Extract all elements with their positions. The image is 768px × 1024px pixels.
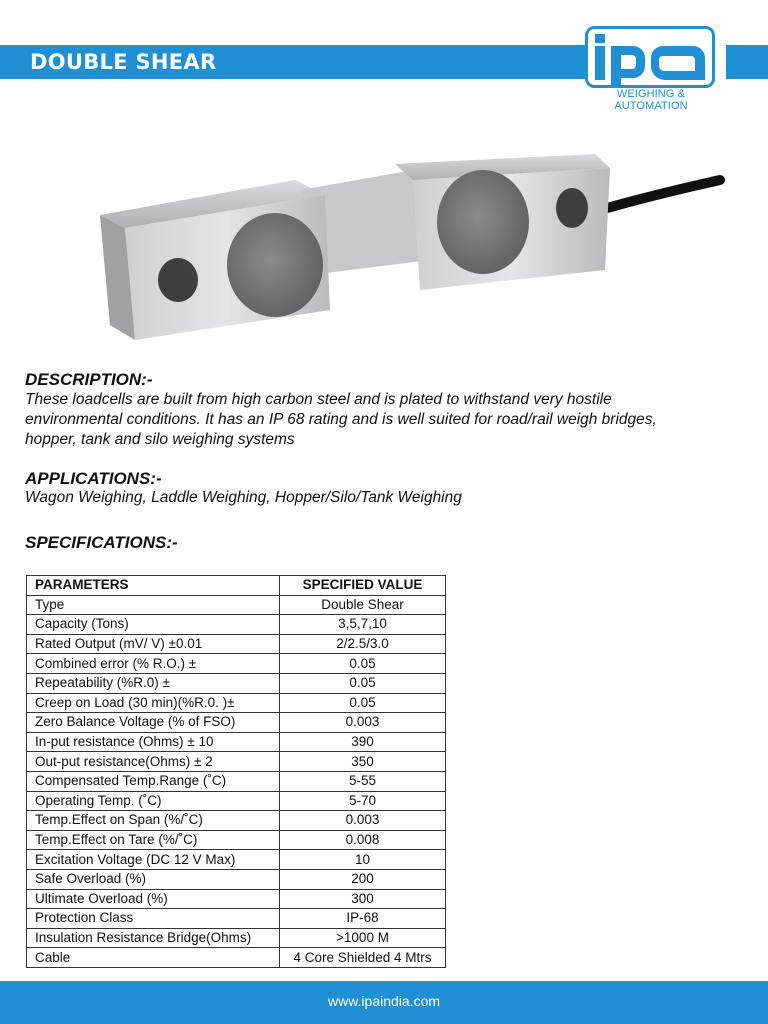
value-cell: 3,5,7,10 bbox=[280, 615, 446, 635]
table-row bbox=[27, 732, 446, 752]
parameter-cell: Combined error (% R.O.) ± bbox=[27, 654, 280, 674]
value-cell: >1000 M bbox=[280, 928, 446, 948]
parameter-cell: In-put resistance (Ohms) ± 10 bbox=[27, 732, 280, 752]
logo-tagline: WEIGHING & AUTOMATION bbox=[614, 88, 688, 112]
table-row bbox=[27, 771, 446, 791]
parameter-cell: Protection Class bbox=[27, 909, 280, 929]
table-row bbox=[27, 673, 446, 693]
parameter-cell: Type bbox=[27, 595, 280, 615]
table-row bbox=[27, 752, 446, 772]
value-cell: Double Shear bbox=[280, 595, 446, 615]
parameter-cell: Repeatability (%R.0) ± bbox=[27, 673, 280, 693]
table-row bbox=[27, 615, 446, 635]
table-row bbox=[27, 948, 446, 968]
double-shear-load-cell-image bbox=[95, 150, 725, 340]
page-title: DOUBLE SHEAR bbox=[30, 50, 217, 74]
table-row bbox=[27, 595, 446, 615]
table-row bbox=[27, 889, 446, 909]
value-cell: 0.05 bbox=[280, 693, 446, 713]
value-cell: 0.003 bbox=[280, 713, 446, 733]
table-row bbox=[27, 634, 446, 654]
parameter-cell: Out-put resistance(Ohms) ± 2 bbox=[27, 752, 280, 772]
parameter-cell: Cable bbox=[27, 948, 280, 968]
product-image bbox=[95, 150, 725, 340]
table-row bbox=[27, 791, 446, 811]
specifications-table-body bbox=[27, 595, 446, 967]
parameter-cell: Excitation Voltage (DC 12 V Max) bbox=[27, 850, 280, 870]
parameter-cell: Operating Temp. (˚C) bbox=[27, 791, 280, 811]
value-cell: IP-68 bbox=[280, 909, 446, 929]
value-cell: 0.05 bbox=[280, 654, 446, 674]
description-line: environmental conditions. It has an IP 68 rating and is well suited for road/rail weigh bridges, bbox=[25, 411, 657, 428]
value-cell: 5-70 bbox=[280, 791, 446, 811]
parameter-cell: Temp.Effect on Span (%/˚C) bbox=[27, 811, 280, 831]
value-cell: 0.003 bbox=[280, 811, 446, 831]
table-row bbox=[27, 909, 446, 929]
parameter-cell: Zero Balance Voltage (% of FSO) bbox=[27, 713, 280, 733]
table-row bbox=[27, 654, 446, 674]
footer-url[interactable]: www.ipaindia.com bbox=[327, 993, 441, 1009]
value-cell: 390 bbox=[280, 732, 446, 752]
table-row bbox=[27, 928, 446, 948]
value-cell: 5-55 bbox=[280, 771, 446, 791]
value-cell: 0.008 bbox=[280, 830, 446, 850]
value-cell: 350 bbox=[280, 752, 446, 772]
parameter-cell: Insulation Resistance Bridge(Ohms) bbox=[27, 928, 280, 948]
ipa-logo-icon bbox=[585, 26, 715, 88]
value-cell: 2/2.5/3.0 bbox=[280, 634, 446, 654]
value-cell: 0.05 bbox=[280, 673, 446, 693]
value-cell: 200 bbox=[280, 869, 446, 889]
parameter-cell: Ultimate Overload (%) bbox=[27, 889, 280, 909]
specifications-table bbox=[26, 575, 446, 968]
parameter-cell: Temp.Effect on Tare (%/˚C) bbox=[27, 830, 280, 850]
parameter-cell: Rated Output (mV/ V) ±0.01 bbox=[27, 634, 280, 654]
table-row bbox=[27, 693, 446, 713]
table-row bbox=[27, 830, 446, 850]
description-line: These loadcells are built from high carbon steel and is plated to withstand very hostile bbox=[25, 391, 612, 408]
parameter-cell: Capacity (Tons) bbox=[27, 615, 280, 635]
specifications-heading: SPECIFICATIONS:- bbox=[25, 533, 178, 552]
column-header-parameters: PARAMETERS bbox=[27, 576, 280, 596]
header-bar-right bbox=[726, 45, 768, 79]
description-heading: DESCRIPTION:- bbox=[25, 370, 153, 389]
table-row bbox=[27, 811, 446, 831]
table-row bbox=[27, 850, 446, 870]
parameter-cell: Creep on Load (30 min)(%R.0. )± bbox=[27, 693, 280, 713]
column-header-specified-value: SPECIFIED VALUE bbox=[280, 576, 446, 596]
value-cell: 300 bbox=[280, 889, 446, 909]
description-line: hopper, tank and silo weighing systems bbox=[25, 431, 295, 448]
applications-text: Wagon Weighing, Laddle Weighing, Hopper/Silo/Tank Weighing bbox=[25, 489, 462, 506]
value-cell: 10 bbox=[280, 850, 446, 870]
table-row bbox=[27, 869, 446, 889]
parameter-cell: Compensated Temp.Range (˚C) bbox=[27, 771, 280, 791]
value-cell: 4 Core Shielded 4 Mtrs bbox=[280, 948, 446, 968]
description-text bbox=[25, 390, 657, 450]
table-row bbox=[27, 713, 446, 733]
applications-heading: APPLICATIONS:- bbox=[25, 469, 162, 488]
table-header-row bbox=[27, 576, 446, 596]
parameter-cell: Safe Overload (%) bbox=[27, 869, 280, 889]
